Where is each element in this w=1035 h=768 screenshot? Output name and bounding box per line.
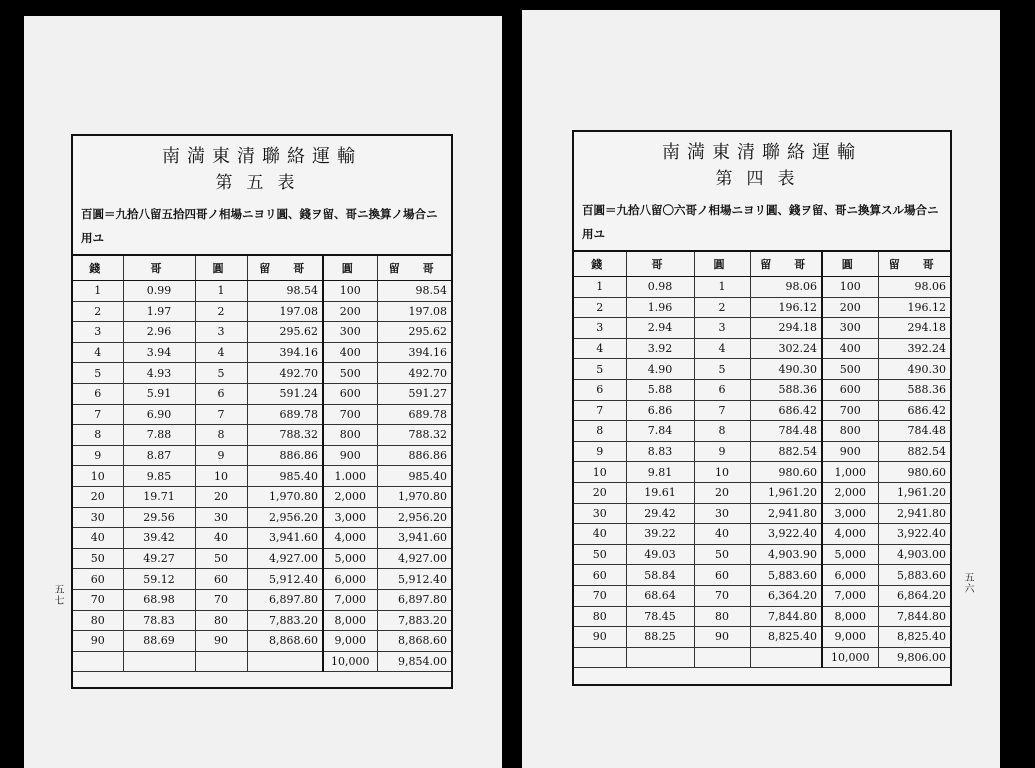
table-cell: 7.88 <box>123 425 195 446</box>
table-cell: 10 <box>73 466 123 487</box>
left-page <box>24 16 502 768</box>
table-cell: 7 <box>574 400 626 421</box>
table-cell: 30 <box>73 507 123 528</box>
table-cell: 686.42 <box>878 400 950 421</box>
table-cell: 9 <box>574 441 626 462</box>
table-cell: 8.87 <box>123 445 195 466</box>
table-cell: 60 <box>195 569 247 590</box>
table-cell: 492.70 <box>377 363 451 384</box>
table-cell: 6,897.80 <box>377 589 451 610</box>
table-label: 第五表 <box>215 173 309 193</box>
table-cell <box>574 647 626 668</box>
table-cell <box>750 647 822 668</box>
table-cell: 4 <box>694 338 750 359</box>
table-cell: 980.60 <box>878 462 950 483</box>
table-cell: 700 <box>323 404 377 425</box>
table-cell: 40 <box>574 524 626 545</box>
table-cell: 98.06 <box>878 277 950 298</box>
table-cell: 6 <box>694 379 750 400</box>
table-row <box>574 297 950 318</box>
table-cell: 6 <box>574 379 626 400</box>
table-cell: 3,941.60 <box>377 528 451 549</box>
table-cell: 80 <box>195 610 247 631</box>
table-cell: 30 <box>694 503 750 524</box>
table-cell: 882.54 <box>878 441 950 462</box>
table-cell: 7 <box>195 404 247 425</box>
table-cell: 400 <box>822 338 878 359</box>
column-header: 圓 <box>195 255 247 281</box>
table-cell: 30 <box>195 507 247 528</box>
table-cell: 9.81 <box>626 462 694 483</box>
table-cell: 9 <box>73 445 123 466</box>
table-cell: 6.86 <box>626 400 694 421</box>
table-cell: 80 <box>574 606 626 627</box>
table-cell: 10 <box>694 462 750 483</box>
table-cell: 200 <box>822 297 878 318</box>
table-cell: 394.16 <box>377 342 451 363</box>
table-cell: 10 <box>574 462 626 483</box>
table-cell: 300 <box>323 322 377 343</box>
table-cell: 4,000 <box>822 524 878 545</box>
table-cell: 5,000 <box>822 544 878 565</box>
table-cell: 5 <box>694 359 750 380</box>
table-row <box>73 445 451 466</box>
table-cell: 8,000 <box>323 610 377 631</box>
table-cell: 5,000 <box>323 548 377 569</box>
table-cell: 882.54 <box>750 441 822 462</box>
table-cell: 1,970.80 <box>377 486 451 507</box>
table-cell: 4 <box>574 338 626 359</box>
table-cell: 6.90 <box>123 404 195 425</box>
table-cell: 1.000 <box>323 466 377 487</box>
table-row <box>574 524 950 545</box>
table-cell: 98.54 <box>377 281 451 302</box>
table-row <box>73 363 451 384</box>
table-row <box>574 277 950 298</box>
table-cell: 10,000 <box>323 651 377 672</box>
table-cell: 8 <box>694 421 750 442</box>
table-row <box>73 528 451 549</box>
table-cell: 900 <box>323 445 377 466</box>
table-cell: 90 <box>574 627 626 648</box>
table-cell: 7,000 <box>822 585 878 606</box>
table-cell: 8 <box>195 425 247 446</box>
column-header: 哥 <box>123 255 195 281</box>
table-cell: 985.40 <box>377 466 451 487</box>
table-cell: 80 <box>73 610 123 631</box>
table-cell: 20 <box>694 482 750 503</box>
table-cell: 1 <box>574 277 626 298</box>
table-cell: 490.30 <box>750 359 822 380</box>
table-cell: 50 <box>195 548 247 569</box>
table-cell <box>694 647 750 668</box>
table-cell: 8,825.40 <box>878 627 950 648</box>
table-row <box>73 281 451 302</box>
table-cell: 9,000 <box>323 631 377 652</box>
table-cell: 19.71 <box>123 486 195 507</box>
table-cell: 78.83 <box>123 610 195 631</box>
table-cell: 90 <box>73 631 123 652</box>
table-row <box>574 503 950 524</box>
table-row <box>574 379 950 400</box>
table-cell: 7,000 <box>323 589 377 610</box>
table-cell: 784.48 <box>878 421 950 442</box>
table-cell: 9,806.00 <box>878 647 950 668</box>
column-header: 哥 <box>626 251 694 277</box>
table-cell: 100 <box>822 277 878 298</box>
table-row <box>574 462 950 483</box>
table-cell: 60 <box>574 565 626 586</box>
table-cell: 4 <box>73 342 123 363</box>
table-cell <box>247 651 323 672</box>
table-cell: 80 <box>694 606 750 627</box>
table-row <box>73 404 451 425</box>
table-cell: 4,903.00 <box>878 544 950 565</box>
page-number: 五六 <box>962 572 973 594</box>
table-header <box>73 255 451 281</box>
table-row <box>73 383 451 404</box>
table-cell: 68.98 <box>123 589 195 610</box>
page-number: 五七 <box>52 584 63 606</box>
table-header <box>574 251 950 277</box>
table-cell: 2,000 <box>323 486 377 507</box>
table-row <box>73 342 451 363</box>
table-cell: 492.70 <box>247 363 323 384</box>
table-cell: 6,000 <box>822 565 878 586</box>
table-cell: 1,961.20 <box>878 482 950 503</box>
table-cell: 800 <box>323 425 377 446</box>
table-cell: 686.42 <box>750 400 822 421</box>
table-cell: 7,844.80 <box>750 606 822 627</box>
table-cell: 900 <box>822 441 878 462</box>
table-cell: 20 <box>574 482 626 503</box>
table-cell: 788.32 <box>377 425 451 446</box>
table-cell: 8,868.60 <box>377 631 451 652</box>
table-cell: 2,941.80 <box>750 503 822 524</box>
table-title: 南満東清聯絡運輸 <box>162 146 362 167</box>
column-header: 圓 <box>822 251 878 277</box>
table-cell: 9.85 <box>123 466 195 487</box>
table-cell: 8 <box>574 421 626 442</box>
table-row <box>73 569 451 590</box>
table-cell: 1.97 <box>123 301 195 322</box>
table-cell: 800 <box>822 421 878 442</box>
table-cell: 98.06 <box>750 277 822 298</box>
table-cell: 588.36 <box>750 379 822 400</box>
table-cell: 50 <box>694 544 750 565</box>
right-page <box>522 10 1000 768</box>
table-cell: 3,941.60 <box>247 528 323 549</box>
table-cell: 2 <box>574 297 626 318</box>
table-cell: 9 <box>195 445 247 466</box>
table-cell: 49.27 <box>123 548 195 569</box>
table-cell: 4.90 <box>626 359 694 380</box>
table-cell: 78.45 <box>626 606 694 627</box>
table-cell: 295.62 <box>377 322 451 343</box>
table-cell: 5.88 <box>626 379 694 400</box>
column-header: 留 哥 <box>750 251 822 277</box>
table-cell: 600 <box>822 379 878 400</box>
table-cell: 10,000 <box>822 647 878 668</box>
table-row <box>574 606 950 627</box>
header-row <box>73 255 451 281</box>
table-cell: 70 <box>195 589 247 610</box>
table-cell: 300 <box>822 318 878 339</box>
table-cell: 68.64 <box>626 585 694 606</box>
table-cell: 70 <box>694 585 750 606</box>
table-cell: 10 <box>195 466 247 487</box>
table-cell: 4,903.90 <box>750 544 822 565</box>
table-cell: 6,897.80 <box>247 589 323 610</box>
table-cell: 2,000 <box>822 482 878 503</box>
table-cell: 3,922.40 <box>750 524 822 545</box>
table-row <box>73 425 451 446</box>
table-cell: 60 <box>694 565 750 586</box>
table-row <box>574 482 950 503</box>
table-cell: 394.16 <box>247 342 323 363</box>
table-cell: 2,956.20 <box>377 507 451 528</box>
table-cell: 985.40 <box>247 466 323 487</box>
table-row <box>73 301 451 322</box>
column-header: 留 哥 <box>247 255 323 281</box>
table-cell: 20 <box>73 486 123 507</box>
table-row <box>73 651 451 672</box>
table-cell: 4 <box>195 342 247 363</box>
table-row <box>73 631 451 652</box>
table-row <box>73 610 451 631</box>
table-cell: 5,883.60 <box>750 565 822 586</box>
table-condition: 百圓＝九拾八留〇六哥ノ相場ニヨリ圓、錢ヲ留、哥ニ換算スル場合ニ用ユ <box>582 203 939 241</box>
table-cell: 196.12 <box>878 297 950 318</box>
column-header: 留 哥 <box>878 251 950 277</box>
table-cell: 9 <box>694 441 750 462</box>
table-cell: 5 <box>195 363 247 384</box>
table-cell <box>123 651 195 672</box>
table-cell: 58.84 <box>626 565 694 586</box>
table-cell: 7,844.80 <box>878 606 950 627</box>
table-cell: 689.78 <box>377 404 451 425</box>
table-cell: 7 <box>694 400 750 421</box>
table-cell: 5 <box>574 359 626 380</box>
table-row <box>73 548 451 569</box>
table-row <box>574 441 950 462</box>
table-cell: 4,927.00 <box>247 548 323 569</box>
table-cell: 3 <box>73 322 123 343</box>
table-row <box>574 565 950 586</box>
table-cell: 980.60 <box>750 462 822 483</box>
table-cell: 60 <box>73 569 123 590</box>
table-cell: 7 <box>73 404 123 425</box>
table-cell: 8,825.40 <box>750 627 822 648</box>
table-cell: 3.94 <box>123 342 195 363</box>
table-cell: 6,000 <box>323 569 377 590</box>
table-cell: 886.86 <box>247 445 323 466</box>
table-cell: 500 <box>323 363 377 384</box>
table-cell: 1 <box>195 281 247 302</box>
table-cell: 689.78 <box>247 404 323 425</box>
table-cell: 400 <box>323 342 377 363</box>
table-cell: 39.22 <box>626 524 694 545</box>
table-cell: 2.96 <box>123 322 195 343</box>
table-cell: 700 <box>822 400 878 421</box>
table-cell: 98.54 <box>247 281 323 302</box>
table-cell: 294.18 <box>750 318 822 339</box>
table-cell: 3,000 <box>323 507 377 528</box>
table-cell: 788.32 <box>247 425 323 446</box>
column-header: 錢 <box>73 255 123 281</box>
table-cell: 1 <box>73 281 123 302</box>
table-cell <box>195 651 247 672</box>
table-cell: 886.86 <box>377 445 451 466</box>
table-cell: 3,000 <box>822 503 878 524</box>
table-row <box>73 507 451 528</box>
table-cell: 8,000 <box>822 606 878 627</box>
table-condition: 百圓＝九拾八留五拾四哥ノ相場ニヨリ圓、錢ヲ留、哥ニ換算ノ場合ニ用ユ <box>81 207 438 245</box>
table-cell: 784.48 <box>750 421 822 442</box>
table-title: 南満東清聯絡運輸 <box>662 142 862 163</box>
table-cell: 200 <box>323 301 377 322</box>
table-cell: 591.27 <box>377 383 451 404</box>
table-cell: 7,883.20 <box>247 610 323 631</box>
table-cell: 4,000 <box>323 528 377 549</box>
table-cell: 5,883.60 <box>878 565 950 586</box>
table-cell: 294.18 <box>878 318 950 339</box>
table-cell: 591.24 <box>247 383 323 404</box>
table-cell: 90 <box>694 627 750 648</box>
table-cell: 4.93 <box>123 363 195 384</box>
table-row <box>574 318 950 339</box>
table-row <box>73 466 451 487</box>
table-cell: 2 <box>195 301 247 322</box>
table-cell: 197.08 <box>377 301 451 322</box>
table-cell: 295.62 <box>247 322 323 343</box>
table-cell: 3.92 <box>626 338 694 359</box>
conversion-table <box>73 254 451 672</box>
table-cell: 197.08 <box>247 301 323 322</box>
table-label: 第四表 <box>715 169 809 189</box>
table-cell: 20 <box>195 486 247 507</box>
table-cell: 88.25 <box>626 627 694 648</box>
table-cell: 2,956.20 <box>247 507 323 528</box>
table-cell: 2 <box>694 297 750 318</box>
table-cell: 1 <box>694 277 750 298</box>
table-cell: 3 <box>694 318 750 339</box>
table-cell: 490.30 <box>878 359 950 380</box>
table-cell: 19.61 <box>626 482 694 503</box>
column-header: 圓 <box>694 251 750 277</box>
table-cell: 5,912.40 <box>377 569 451 590</box>
table-cell: 40 <box>195 528 247 549</box>
table-row <box>574 421 950 442</box>
table-cell: 1,000 <box>822 462 878 483</box>
table-cell: 1,961.20 <box>750 482 822 503</box>
table-cell <box>73 651 123 672</box>
table-cell: 5 <box>73 363 123 384</box>
table-cell: 8 <box>73 425 123 446</box>
table-row <box>73 322 451 343</box>
table-cell: 0.99 <box>123 281 195 302</box>
table-cell: 2.94 <box>626 318 694 339</box>
table-cell: 6 <box>195 383 247 404</box>
table-cell: 30 <box>574 503 626 524</box>
table-cell: 39.42 <box>123 528 195 549</box>
table-cell: 90 <box>195 631 247 652</box>
table-cell: 2 <box>73 301 123 322</box>
table-cell: 600 <box>323 383 377 404</box>
table-cell: 29.42 <box>626 503 694 524</box>
table-cell: 70 <box>73 589 123 610</box>
table-cell <box>626 647 694 668</box>
column-header: 留 哥 <box>377 255 451 281</box>
table-cell: 6,864.20 <box>878 585 950 606</box>
table-body <box>73 281 451 672</box>
table-row <box>574 647 950 668</box>
table-cell: 6,364.20 <box>750 585 822 606</box>
conversion-table-panel <box>572 130 952 686</box>
table-cell: 302.24 <box>750 338 822 359</box>
table-cell: 7,883.20 <box>377 610 451 631</box>
table-body <box>574 277 950 668</box>
table-cell: 100 <box>323 281 377 302</box>
table-cell: 9,000 <box>822 627 878 648</box>
table-cell: 40 <box>73 528 123 549</box>
table-cell: 588.36 <box>878 379 950 400</box>
table-cell: 3 <box>574 318 626 339</box>
table-cell: 40 <box>694 524 750 545</box>
table-cell: 5,912.40 <box>247 569 323 590</box>
table-cell: 50 <box>73 548 123 569</box>
table-cell: 3 <box>195 322 247 343</box>
table-cell: 88.69 <box>123 631 195 652</box>
table-cell: 0.98 <box>626 277 694 298</box>
conversion-table <box>574 250 950 668</box>
table-cell: 4,927.00 <box>377 548 451 569</box>
table-cell: 2,941.80 <box>878 503 950 524</box>
table-cell: 500 <box>822 359 878 380</box>
table-cell: 8.83 <box>626 441 694 462</box>
column-header: 圓 <box>323 255 377 281</box>
conversion-table-panel <box>71 134 453 689</box>
table-cell: 3,922.40 <box>878 524 950 545</box>
table-cell: 392.24 <box>878 338 950 359</box>
table-cell: 1,970.80 <box>247 486 323 507</box>
table-row <box>574 627 950 648</box>
table-row <box>73 486 451 507</box>
table-row <box>574 400 950 421</box>
table-row <box>73 589 451 610</box>
table-row <box>574 585 950 606</box>
table-row <box>574 359 950 380</box>
table-cell: 7.84 <box>626 421 694 442</box>
table-cell: 50 <box>574 544 626 565</box>
header-row <box>574 251 950 277</box>
table-cell: 8,868.60 <box>247 631 323 652</box>
table-cell: 49.03 <box>626 544 694 565</box>
table-row <box>574 544 950 565</box>
table-cell: 70 <box>574 585 626 606</box>
table-cell: 5.91 <box>123 383 195 404</box>
table-cell: 6 <box>73 383 123 404</box>
table-row <box>574 338 950 359</box>
column-header: 錢 <box>574 251 626 277</box>
table-cell: 29.56 <box>123 507 195 528</box>
table-cell: 59.12 <box>123 569 195 590</box>
table-cell: 1.96 <box>626 297 694 318</box>
table-cell: 196.12 <box>750 297 822 318</box>
table-cell: 9,854.00 <box>377 651 451 672</box>
